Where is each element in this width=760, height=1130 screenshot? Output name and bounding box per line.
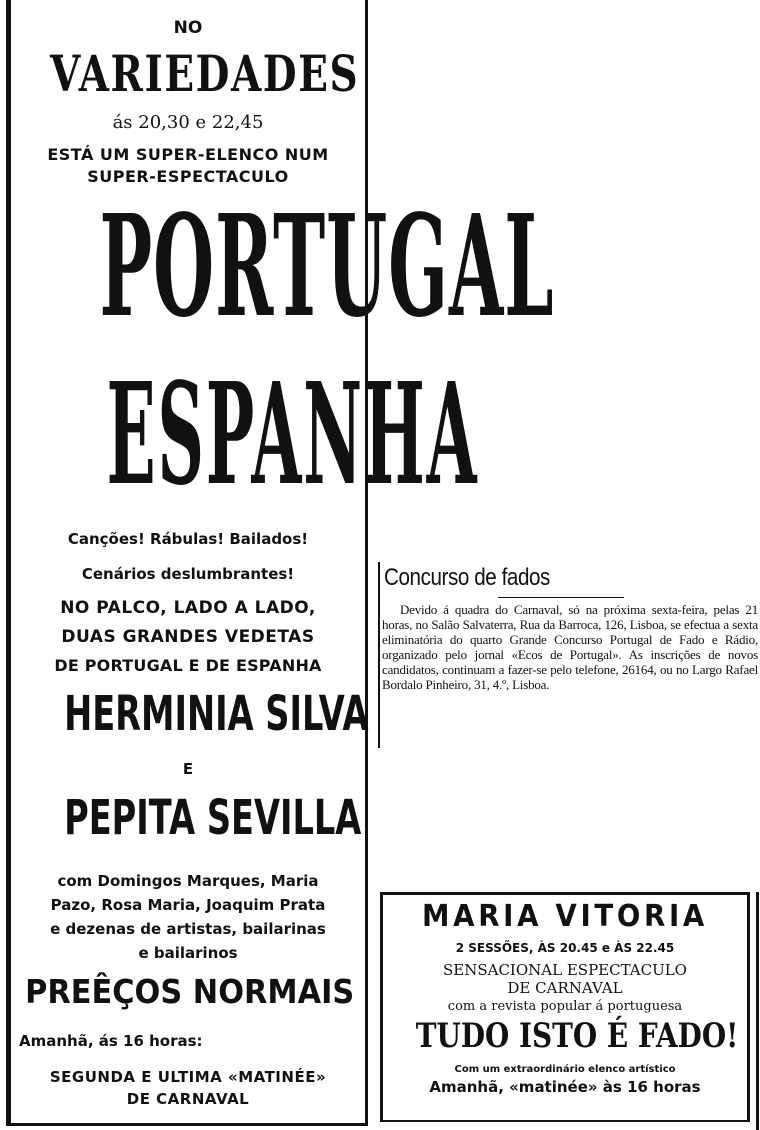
mv-venue-name: MARIA VITORIA: [422, 899, 708, 934]
star-conjunction: E: [182, 760, 194, 778]
maria-vitoria-advertisement: [380, 892, 750, 1122]
ad-intro: NO: [173, 18, 203, 38]
mv-show-title-wrap: [383, 1015, 747, 1057]
matinee-line-1: SEGUNDA E ULTIMA «MATINÉE»: [49, 1068, 327, 1086]
stage-line-3: DE PORTUGAL E DE ESPANHA: [54, 656, 322, 675]
star-herminia-wrap: [11, 686, 369, 742]
cast-line-3: e dezenas de artistas, bailarinas: [50, 920, 326, 938]
matinee-line-2: DE CARNAVAL: [126, 1090, 250, 1108]
show-title-espanha-wrap: [11, 353, 479, 517]
mv-revue: com a revista popular á portuguesa: [447, 999, 683, 1014]
mv-venue-wrap: [383, 899, 747, 934]
show-times: ás 20,30 e 22,45: [112, 112, 264, 133]
show-scenery: Cenários deslumbrantes!: [81, 565, 295, 583]
venue-name-wrap: [11, 44, 365, 103]
show-title-portugal: PORTUGAL: [99, 185, 555, 349]
stage-line-1: NO PALCO, LADO A LADO,: [60, 598, 316, 618]
mv-show-title: TUDO ISTO É FADO!: [415, 1016, 739, 1056]
mv-matinee: Amanhã, «matinée» às 16 horas: [429, 1078, 701, 1096]
show-title-portugal-wrap: [11, 185, 555, 349]
stage-line-2: DUAS GRANDES VEDETAS: [61, 627, 315, 647]
prices-wrap: [11, 970, 365, 1014]
article-body: Devido á quadra do Carnaval, só na próxima sexta-feira, pelas 21 horas, no Salão Salvaterra, Rua da Barroca, 126, Lisboa, se efectua a sexta eliminatória do quarto Grande Concurso Portugal de Fado e Rádio, organizado pelo jornal «Ecos de Portugal». As inscrições de novos candidatos, continuam a fazer-se pelo telefone, 26164, ou no Largo Rafael Bordalo Pinheiro, 31, 4.º, Lisboa.: [382, 602, 758, 692]
star-herminia-silva: HERMINIA SILVA: [64, 686, 369, 742]
page-edge-rule: [756, 892, 759, 1130]
mv-sessions: 2 SESSÕES, ÀS 20.45 e ÀS 22.45: [455, 941, 675, 955]
show-features: Canções! Rábulas! Bailados!: [67, 530, 309, 548]
tomorrow-notice: Amanhã, ás 16 horas:: [19, 1032, 203, 1050]
article-column-rule: [378, 562, 380, 748]
prices-notice: PREÊÇOS NORMAIS: [25, 972, 355, 1011]
concurso-fados-article: [378, 562, 760, 754]
star-pepita-wrap: [11, 790, 365, 846]
tagline-line-2: SUPER-ESPECTACULO: [87, 167, 289, 186]
venue-name: VARIEDADES: [49, 44, 360, 103]
star-pepita-sevilla: PEPITA SEVILLA: [64, 790, 362, 846]
cast-line-4: e bailarinos: [138, 944, 238, 962]
cast-line-2: Pazo, Rosa Maria, Joaquim Prata: [50, 896, 326, 914]
article-title-rule: [498, 597, 624, 598]
mv-headline-1: SENSACIONAL ESPECTACULO: [443, 961, 687, 979]
mv-cast: Com um extraordinário elenco artístico: [454, 1064, 676, 1075]
mv-headline-2: DE CARNAVAL: [507, 979, 623, 997]
tagline-line-1: ESTÁ UM SUPER-ELENCO NUM: [47, 145, 329, 164]
cast-line-1: com Domingos Marques, Maria: [57, 872, 319, 890]
show-title-espanha: ESPANHA: [106, 353, 479, 517]
article-title: Concurso de fados: [384, 564, 550, 591]
